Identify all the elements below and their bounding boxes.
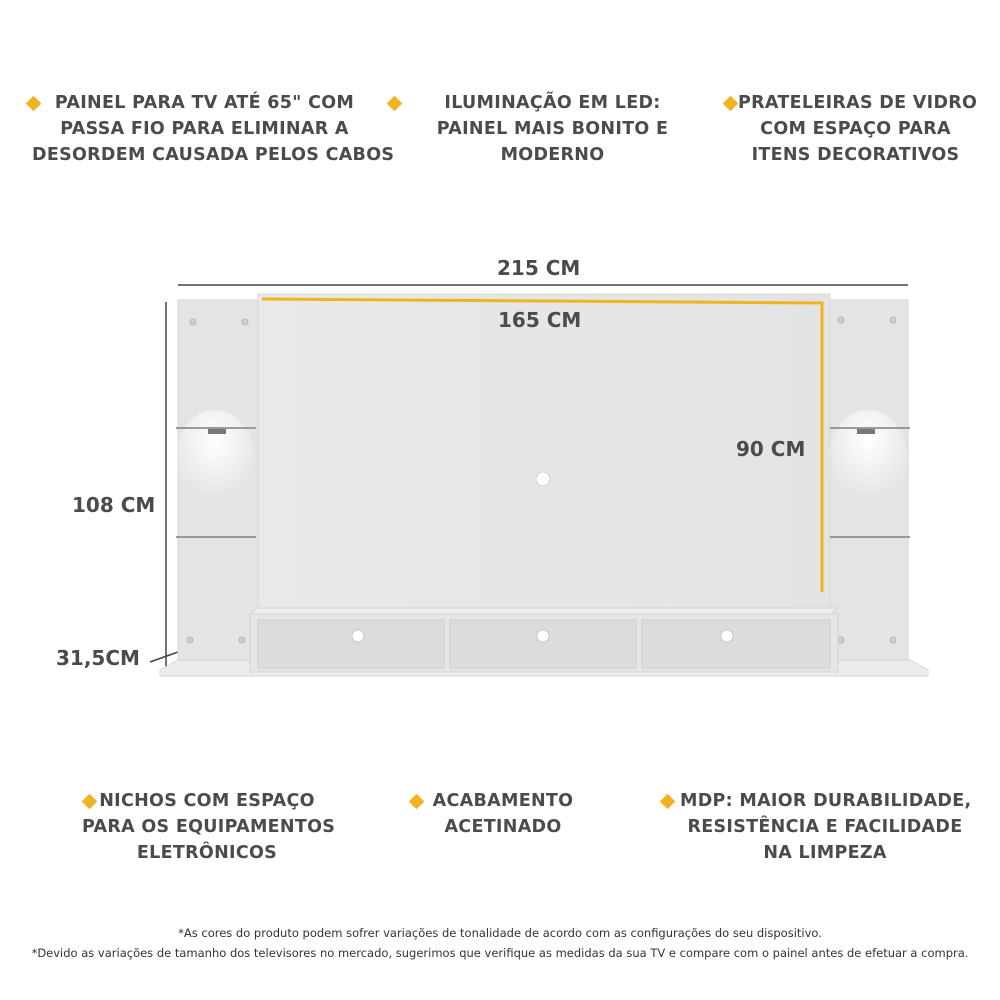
feature-line: NA LIMPEZA: [763, 843, 887, 863]
feature-mdp: [680, 788, 970, 866]
feature-line: PAINEL PARA TV ATÉ 65" COM: [54, 93, 355, 113]
left-spot-light: [208, 429, 226, 434]
feature-line: COM ESPAÇO PARA: [760, 119, 951, 139]
height-panel-label: 90 CM: [736, 437, 806, 461]
right-led-glow: [828, 410, 908, 510]
feature-niches: [82, 788, 336, 866]
feature-line: PAINEL MAIS BONITO E: [436, 119, 669, 139]
niche-cable-hole: [537, 630, 549, 642]
feature-line: NICHOS COM ESPAÇO: [99, 791, 315, 811]
feature-line: PRATELEIRAS DE VIDRO: [738, 93, 978, 113]
depth-dimension-line: [150, 652, 178, 662]
feature-line: RESISTÊNCIA E FACILIDADE: [687, 817, 963, 837]
feature-line: ACABAMENTO: [432, 791, 574, 811]
feature-line: ELETRÔNICOS: [136, 843, 278, 863]
width-panel-label: 165 CM: [498, 308, 582, 332]
cable-pass-hole: [536, 472, 550, 486]
height-total-label: 108 CM: [72, 493, 156, 517]
feature-line: MODERNO: [500, 145, 605, 165]
feature-line: PASSA FIO PARA ELIMINAR A: [60, 119, 349, 139]
feature-finish: [428, 788, 578, 840]
footnote-colors: *As cores do produto podem sofrer variações de tonalidade de acordo com as configurações do seu dispositivo.: [178, 926, 822, 940]
niche-cable-hole: [721, 630, 733, 642]
feature-line: DESORDEM CAUSADA PELOS CABOS: [32, 145, 395, 165]
feature-line: ACETINADO: [444, 817, 562, 837]
feature-line: MDP: MAIOR DURABILIDADE,: [680, 791, 972, 811]
feature-line: ITENS DECORATIVOS: [751, 145, 960, 165]
left-led-glow: [175, 410, 255, 510]
right-spot-light: [857, 429, 875, 434]
depth-label: 31,5CM: [56, 646, 140, 670]
footnote-tv-size: *Devido as variações de tamanho dos televisores no mercado, sugerimos que verifique as medidas da sua TV e compare com o painel antes de efetuar a compra.: [31, 946, 969, 960]
niche-center: [450, 620, 636, 668]
width-total-label: 215 CM: [497, 256, 581, 280]
niche-cable-hole: [352, 630, 364, 642]
niche-right: [642, 620, 830, 668]
niche-left: [258, 620, 444, 668]
rack-top: [250, 608, 838, 614]
feature-line: PARA OS EQUIPAMENTOS: [82, 817, 336, 837]
feature-line: ILUMINAÇÃO EM LED:: [444, 93, 661, 113]
